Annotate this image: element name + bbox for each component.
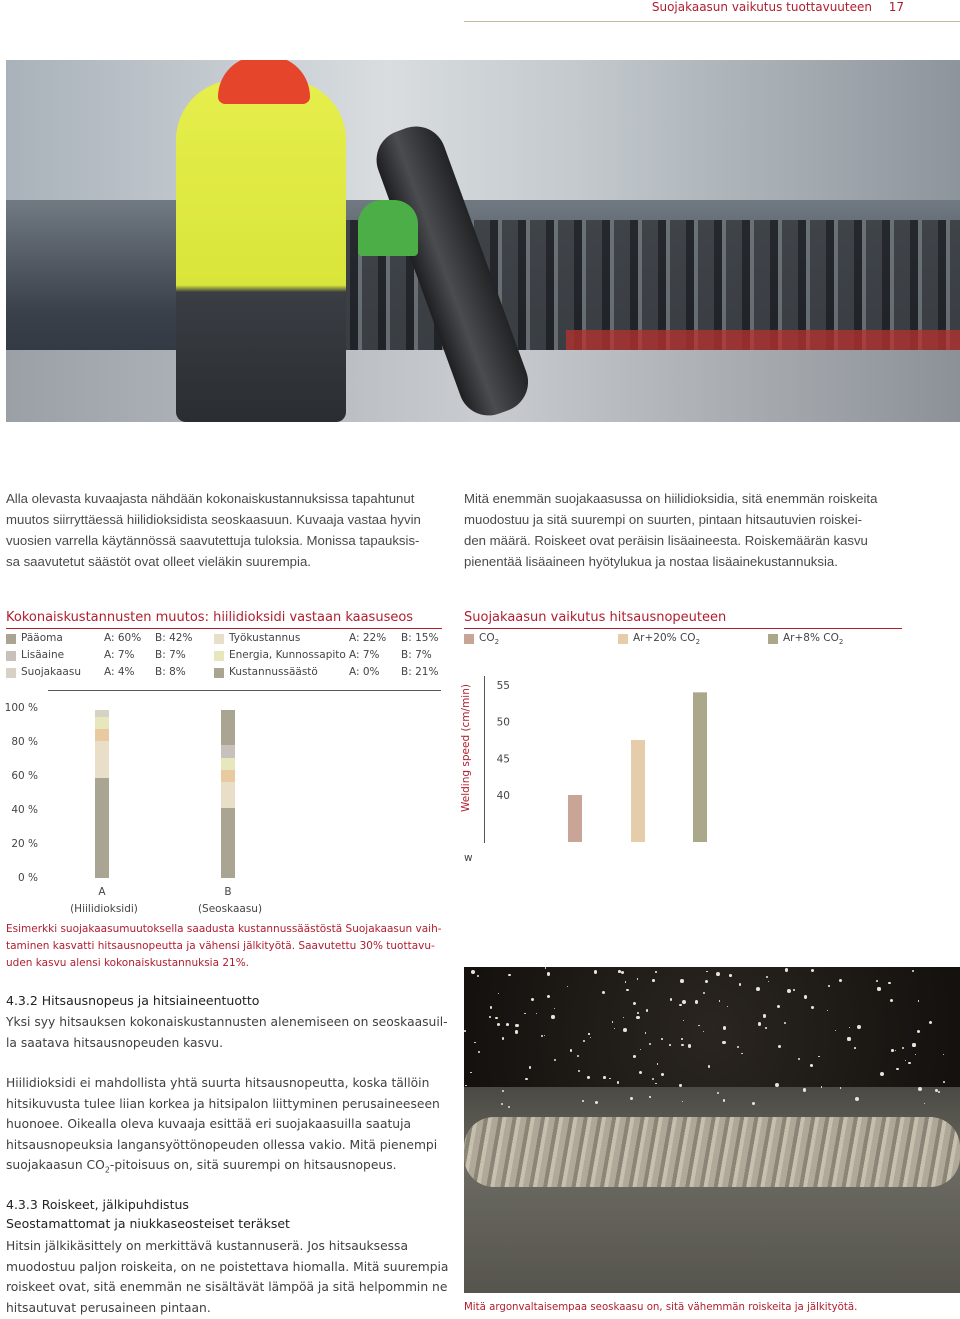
section-432-p2: Hiilidioksidi ei mahdollista yhtä suurta hitsausnopeutta, koska tällöin hitsikuvusta tulee liian korkea ja hitsipalon liittyminen perusaineeseen huonoee. Oikealla oleva kuvaaja esittää eri suojakaasuilla saatuja hitsausnopeuksia langansyöttönopeuden ollessa vakio. Mitä pienempi suojakaasun $CO_2$-pitoisuus on, sitä suurempi on hitsausnopeus. <box>6 1076 440 1175</box>
y-tick: 60 % <box>11 770 38 782</box>
legend-label: Lisäaine <box>21 649 65 661</box>
spatter-dot <box>547 995 550 998</box>
spatter-dot <box>652 979 655 982</box>
spatter-dot <box>587 1076 589 1078</box>
spatter-dot <box>943 1081 945 1083</box>
speed-y-axis <box>484 676 485 843</box>
spatter-dot <box>908 1062 910 1064</box>
spatter-dot <box>621 971 624 974</box>
spatter-dot <box>529 1066 532 1069</box>
bar-a-sublabel: (Hiilidioksidi) <box>70 903 138 915</box>
bar-b-sublabel: (Seoskaasu) <box>197 903 263 915</box>
spatter-dot <box>929 1021 933 1025</box>
spatter-dot <box>495 1017 497 1019</box>
spatter-dot <box>756 987 760 991</box>
spatter-dot <box>623 1028 627 1032</box>
bar-b-label: B <box>224 886 232 898</box>
spatter-dot <box>706 971 707 972</box>
spatter-dot <box>464 1030 466 1032</box>
spatter-dot <box>777 1005 780 1008</box>
y-tick: 50 <box>496 716 510 729</box>
spatter-dot <box>785 968 789 972</box>
spatter-dot <box>917 1030 920 1033</box>
spatter-dot <box>590 1037 591 1038</box>
cost-chart-caption: Esimerkki suojakaasumuutoksella saadusta kustannussäästöstä Suojakaasun vaih- taminen kasvatti hitsausnopeutta ja vähensi jälkityötä. Saavutettu 30% tuottavu- uden kasvu alensi kokonaiskustannuksia 21%. <box>6 923 442 969</box>
spatter-dot <box>655 971 657 973</box>
spatter-dot <box>633 1002 637 1006</box>
section-433-heading: 4.3.3 Roiskeet, jälkipuhdistus <box>6 1197 189 1212</box>
legend-swatch <box>6 651 16 661</box>
spatter-dot <box>554 1008 555 1009</box>
spatter-dot <box>594 970 598 974</box>
spatter-dot <box>695 1000 699 1004</box>
y-tick: 80 % <box>11 736 38 748</box>
legend-swatch <box>214 668 224 678</box>
speed-bar-2 <box>631 740 645 842</box>
spatter-dot <box>531 998 534 1001</box>
speed-chart-rule <box>464 628 902 629</box>
spatter-dot <box>765 1027 767 1029</box>
spatter-dot <box>804 995 807 998</box>
legend-label: Energia, Kunnossapito <box>229 649 346 661</box>
spatter-dot <box>847 1037 850 1040</box>
spatter-dot <box>768 981 769 982</box>
spatter-dot <box>828 985 830 987</box>
spatter-dot <box>478 1051 480 1053</box>
legend-value-a: A: 60% <box>104 632 142 644</box>
spatter-dot <box>877 987 880 990</box>
spatter-dot <box>470 1072 471 1073</box>
spatter-dot <box>682 1000 686 1004</box>
spatter-dot <box>515 1030 518 1033</box>
spatter-dot <box>661 1038 663 1040</box>
spatter-dot <box>623 1017 624 1018</box>
legend-swatch <box>618 634 628 644</box>
legend-value-b: B: 7% <box>155 649 186 661</box>
spatter-dot <box>681 1044 683 1046</box>
intro-left-paragraph: Alla olevasta kuvaajasta nähdään kokonaiskustannuksissa tapahtunut muutos siirryttäessä hiilidioksidista seoskaasuun. Kuvaaja vastaa hyvin vuosien varrella käytännössä saavutettuja tuloksia. Monissa tapauksis- sa saavutetut säästöt ovat olleet vieläkin suurempia. <box>6 491 421 569</box>
spatter-dot <box>636 1016 639 1019</box>
legend-value-a: A: 22% <box>349 632 387 644</box>
spatter-dot <box>918 1000 919 1001</box>
spatter-dot <box>536 1013 537 1014</box>
legend-label: Kustannussäästö <box>229 666 318 678</box>
speed-chart-plot <box>486 660 906 845</box>
spatter-dot <box>688 1044 691 1047</box>
legend-value-b: B: 42% <box>155 632 193 644</box>
spatter-dot <box>502 1037 505 1040</box>
legend-swatch <box>214 634 224 644</box>
cost-chart-rule <box>6 628 442 629</box>
spatter-dot <box>787 989 791 993</box>
spatter-dot <box>655 1083 656 1084</box>
y-tick: 20 % <box>11 838 38 850</box>
spatter-dot <box>554 1059 556 1061</box>
cost-chart-y-axis <box>0 700 48 890</box>
spatter-dot <box>766 976 768 978</box>
spatter-dot <box>498 993 499 994</box>
worker-with-gas-cylinder-photo <box>6 60 960 422</box>
weld-bead-photo <box>464 967 960 1293</box>
section-433-subheading: Seostamattomat ja niukkaseosteiset teräkset <box>6 1216 290 1231</box>
spatter-dot <box>683 1020 684 1021</box>
spatter-dot <box>719 1000 720 1001</box>
legend-value-b: B: 21% <box>401 666 439 678</box>
legend-label: Työkustannus <box>229 632 301 644</box>
spatter-dot <box>544 1035 545 1036</box>
spatter-dot <box>578 1070 580 1072</box>
spatter-dot <box>477 975 479 977</box>
spatter-dot <box>679 1004 681 1006</box>
spatter-dot <box>811 1006 814 1009</box>
spatter-dot <box>876 980 878 982</box>
spatter-dot <box>849 1027 850 1028</box>
spatter-dot <box>943 1054 944 1055</box>
spatter-dot <box>839 979 842 982</box>
spatter-dot <box>818 1056 820 1058</box>
spatter-dot <box>639 1071 642 1074</box>
spatter-dot <box>603 1076 605 1078</box>
legend-label: $CO_2$ <box>479 632 500 647</box>
spatter-dot <box>778 1045 781 1048</box>
legend-label: Ar+20% $CO_2$ <box>633 632 701 647</box>
y-tick: 55 <box>496 680 510 692</box>
legend-value-a: A: 7% <box>349 649 380 661</box>
legend-swatch <box>6 634 16 644</box>
spatter-dot <box>912 1043 915 1046</box>
legend-value-a: A: 4% <box>104 666 135 678</box>
spatter-dot <box>811 969 814 972</box>
spatter-dot <box>669 1044 671 1046</box>
spatter-dot <box>741 1053 743 1055</box>
spatter-dot <box>640 1049 641 1050</box>
spatter-dot <box>827 1010 829 1012</box>
spatter-dot <box>474 1042 475 1043</box>
spatter-dot <box>679 1084 681 1086</box>
legend-label: Pääoma <box>21 632 63 644</box>
spatter-dot <box>577 1055 579 1057</box>
spatter-dot <box>646 1009 649 1012</box>
spatter-dot <box>570 1049 573 1052</box>
legend-value-b: B: 8% <box>155 666 186 678</box>
legend-label: Suojakaasu <box>21 666 81 678</box>
spatter-dot <box>547 972 550 975</box>
spatter-dot <box>515 1024 519 1028</box>
spatter-dot <box>633 1055 636 1058</box>
spatter-dot <box>888 982 890 984</box>
legend-swatch <box>464 634 474 644</box>
spatter-dot <box>905 1060 906 1061</box>
speed-bar-3 <box>693 692 707 842</box>
spatter-dot <box>649 1096 650 1097</box>
spatter-dot <box>890 999 893 1002</box>
spatter-dot <box>637 1012 639 1014</box>
spatter-dot <box>891 1049 893 1051</box>
spatter-dot <box>880 1072 884 1076</box>
y-tick: 40 <box>496 790 510 802</box>
spatter-dot <box>588 1033 589 1034</box>
speed-chart-legend <box>464 632 904 648</box>
speed-bar-1 <box>568 795 582 842</box>
spatter-dot <box>708 1065 710 1067</box>
spatter-dot <box>723 1026 727 1030</box>
spatter-dot <box>739 983 741 985</box>
spatter-dot <box>471 970 475 974</box>
spatter-dot <box>798 1058 800 1060</box>
speed-chart-title: Suojakaasun vaikutus hitsausnopeuteen <box>464 610 727 625</box>
spatter-dot <box>727 1006 728 1007</box>
spatter-dot <box>506 1023 509 1026</box>
spatter-dot <box>582 1100 584 1102</box>
spatter-dot <box>912 970 915 973</box>
weld-photo-caption: Mitä argonvaltaisempaa seoskaasu on, sitä vähemmän roiskeita ja jälkityötä. <box>464 1302 858 1313</box>
spatter-dot <box>652 1078 654 1080</box>
spatter-dot <box>854 1047 856 1049</box>
spatter-dot <box>617 1081 619 1083</box>
spatter-dot <box>681 1038 683 1040</box>
cost-bar-a <box>95 710 109 878</box>
spatter-dot <box>670 998 672 1000</box>
spatter-dot <box>723 1099 726 1102</box>
header-rule <box>464 21 960 22</box>
spatter-dot <box>490 1006 492 1008</box>
y-tick: 0 % <box>18 872 38 884</box>
spatter-dot <box>595 1101 598 1104</box>
spatter-dot <box>626 989 629 992</box>
spatter-dot <box>625 981 626 982</box>
spatter-dot <box>661 1073 664 1076</box>
spatter-dot <box>703 1031 704 1032</box>
section-432-heading: 4.3.2 Hitsausnopeus ja hitsiaineentuotto <box>6 993 260 1008</box>
legend-value-b: B: 7% <box>401 649 432 661</box>
spatter-dot <box>722 1041 725 1044</box>
legend-value-a: A: 0% <box>349 666 380 678</box>
running-header: Suojakaasun vaikutus tuottavuuteen <box>651 0 872 14</box>
spatter-dot <box>583 1040 585 1042</box>
spatter-dot <box>784 1022 787 1025</box>
spatter-dot <box>763 1014 767 1018</box>
spatter-dot <box>703 992 706 995</box>
y-tick: 100 % <box>4 702 38 714</box>
legend-value-b: B: 15% <box>401 632 439 644</box>
spatter-dot <box>680 979 684 983</box>
spatter-dot <box>489 1016 491 1018</box>
spatter-dot <box>508 1106 510 1108</box>
legend-label: Ar+8% $CO_2$ <box>783 632 844 647</box>
spatter-dot <box>497 1023 500 1026</box>
spatter-dot <box>895 1050 896 1051</box>
legend-value-a: A: 7% <box>104 649 135 661</box>
cost-chart-title: Kokonaiskustannusten muutos: hiilidioksidi vastaan kaasuseos <box>6 610 414 625</box>
speed-x-label: w <box>464 852 473 864</box>
spatter-dot <box>896 1068 898 1070</box>
spatter-dot <box>758 1022 762 1026</box>
legend-swatch <box>214 651 224 661</box>
spatter-dot <box>657 1063 659 1065</box>
spatter-dot <box>602 991 605 994</box>
legend-swatch <box>768 634 778 644</box>
spatter-dot <box>551 1015 554 1018</box>
spatter-dot <box>716 972 720 976</box>
spatter-dot <box>857 1025 861 1029</box>
spatter-dot <box>793 989 795 991</box>
intro-right-paragraph: Mitä enemmän suojakaasussa on hiilidioksidia, sitä enemmän roiskeita muodostuu ja sitä suurempi on suurten, pintaan hitsautuvien roiskei- den määrä. Roiskeet ovat peräisin lisäaineesta. Roiskemäärän kasvu pienentää lisäaineen hyötylukua ja nostaa lisäainekustannuksia. <box>464 491 878 569</box>
legend-swatch <box>6 668 16 678</box>
spatter-dot <box>705 980 708 983</box>
spatter-dot <box>729 974 732 977</box>
spatter-dot <box>567 986 568 987</box>
spatter-dot <box>525 1078 527 1080</box>
spatter-dot <box>737 1046 739 1048</box>
cost-chart-top-rule <box>48 690 441 691</box>
section-433-paragraph: Hitsin jälkikäsittely on merkittävä kustannuserä. Jos hitsauksessa muodostuu paljon roiskeita, on ne poistettava hiomalla. Mitä suurempia roiskeet ovat, sitä enemmän ne sisältävät lämpöä ja sitä helpommin ne hitsautuvat perusaineen pintaan. <box>6 1239 449 1315</box>
spatter-dot <box>645 1032 646 1033</box>
spatter-dot <box>698 1025 699 1026</box>
spatter-dot <box>545 967 546 968</box>
section-432-p1: Yksi syy hitsauksen kokonaiskustannusten alenemiseen on seoskaasuil- la saatava hitsausnopeuden kasvu. <box>6 1015 448 1050</box>
y-tick: 45 <box>496 753 510 766</box>
spatter-dot <box>637 978 638 979</box>
page-number: 17 <box>888 0 904 14</box>
bar-a-label: A <box>98 886 106 898</box>
spatter-dot <box>609 1078 611 1080</box>
spatter-dot <box>508 974 510 976</box>
spatter-dot <box>915 1054 916 1055</box>
spatter-dot <box>524 1013 526 1015</box>
spatter-dot <box>541 1035 543 1037</box>
y-tick: 40 % <box>11 804 38 816</box>
spatter-dot <box>902 1047 904 1049</box>
spatter-dot <box>614 1028 615 1029</box>
cost-bar-b <box>221 710 235 878</box>
spatter-dot <box>810 1064 813 1067</box>
spatter-dot <box>835 1030 836 1031</box>
spatter-dot <box>649 1043 651 1045</box>
spatter-dot <box>612 1021 614 1023</box>
speed-y-label: Welding speed (cm/min) <box>460 684 472 812</box>
